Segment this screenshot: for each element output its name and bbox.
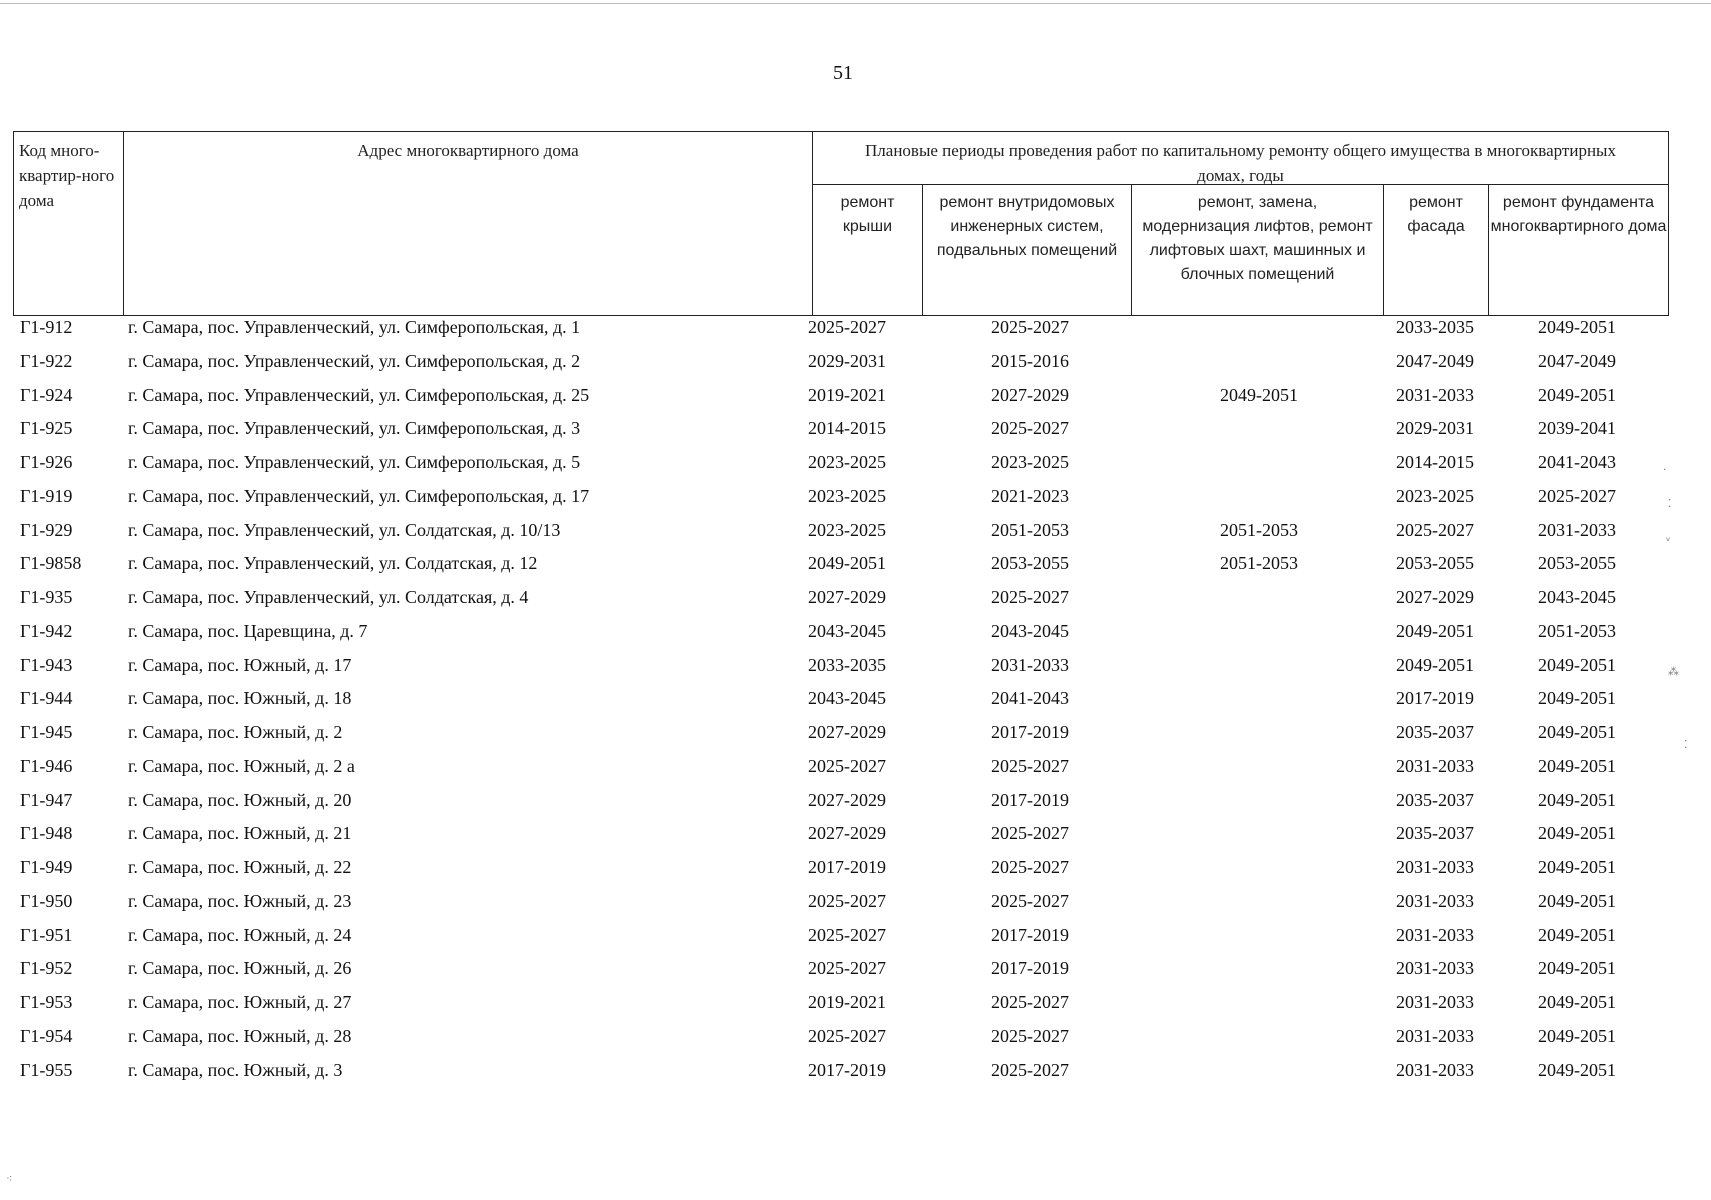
cell-address: г. Самара, пос. Южный, д. 20 bbox=[128, 789, 352, 810]
cell-roof: 2025-2027 bbox=[808, 924, 886, 945]
cell-address: г. Самара, пос. Южный, д. 27 bbox=[128, 992, 352, 1012]
header-address: Адрес многоквартирного дома bbox=[123, 131, 813, 316]
cell-foundation: 2049-2051 bbox=[1538, 789, 1616, 810]
table-row bbox=[0, 582, 1711, 616]
cell-roof: 2025-2027 bbox=[808, 1025, 886, 1046]
cell-foundation: 2049-2051 bbox=[1538, 823, 1616, 844]
cell-foundation: 2051-2053 bbox=[1538, 620, 1616, 641]
cell-roof: 2019-2021 bbox=[808, 384, 886, 405]
cell-code: Г1-919 bbox=[20, 485, 73, 506]
cell-facade: 2031-2033 bbox=[1396, 958, 1474, 979]
cell-engineering: 2053-2055 bbox=[991, 553, 1069, 574]
scan-artifact: · bbox=[1663, 463, 1667, 476]
cell-roof: 2033-2035 bbox=[808, 654, 886, 675]
cell-roof: 2023-2025 bbox=[808, 485, 886, 506]
cell-foundation: 2049-2051 bbox=[1538, 958, 1616, 979]
scan-top-edge bbox=[0, 3, 1711, 4]
header-code: Код много-квартир-ного дома bbox=[13, 131, 124, 316]
cell-code: Г1-929 bbox=[20, 519, 73, 540]
cell-code: Г1-922 bbox=[20, 350, 73, 371]
cell-engineering: 2025-2027 bbox=[991, 992, 1069, 1012]
cell-roof: 2017-2019 bbox=[808, 857, 886, 877]
header-lifts: ремонт, замена, модернизация лифтов, ремонт лифтовых шахт, машинных и блочных помещений bbox=[1131, 184, 1384, 316]
scan-artifact: ⁚ bbox=[1684, 738, 1688, 751]
cell-foundation: 2049-2051 bbox=[1538, 755, 1616, 776]
cell-facade: 2035-2037 bbox=[1396, 789, 1474, 810]
cell-code: Г1-9858 bbox=[20, 553, 82, 574]
cell-facade: 2035-2037 bbox=[1396, 722, 1474, 742]
cell-code: Г1-947 bbox=[20, 789, 73, 810]
cell-facade: 2035-2037 bbox=[1396, 823, 1474, 844]
cell-foundation: 2025-2027 bbox=[1538, 485, 1616, 506]
cell-roof: 2025-2027 bbox=[808, 958, 886, 979]
cell-address: г. Самара, пос. Управленческий, ул. Симферопольская, д. 2 bbox=[128, 350, 581, 371]
cell-foundation: 2039-2041 bbox=[1538, 418, 1616, 439]
header-engineering: ремонт внутридомовых инженерных систем, подвальных помещений bbox=[922, 184, 1132, 316]
table-row bbox=[0, 515, 1711, 549]
cell-foundation: 2047-2049 bbox=[1538, 350, 1616, 371]
cell-code: Г1-944 bbox=[20, 688, 73, 709]
cell-foundation: 2049-2051 bbox=[1538, 1025, 1616, 1046]
cell-engineering: 2017-2019 bbox=[991, 924, 1069, 945]
cell-roof: 2023-2025 bbox=[808, 519, 886, 540]
table-row bbox=[0, 650, 1711, 684]
cell-foundation: 2049-2051 bbox=[1538, 992, 1616, 1012]
cell-facade: 2017-2019 bbox=[1396, 688, 1474, 709]
table-row bbox=[0, 346, 1711, 380]
scan-artifact: ⁖ bbox=[6, 1172, 13, 1185]
cell-roof: 2019-2021 bbox=[808, 992, 886, 1012]
table-row bbox=[0, 953, 1711, 987]
cell-roof: 2027-2029 bbox=[808, 789, 886, 810]
cell-engineering: 2025-2027 bbox=[991, 755, 1069, 776]
cell-roof: 2027-2029 bbox=[808, 722, 886, 742]
table-row bbox=[0, 380, 1711, 414]
cell-facade: 2014-2015 bbox=[1396, 452, 1474, 472]
cell-address: г. Самара, пос. Южный, д. 2 bbox=[128, 722, 343, 742]
cell-foundation: 2049-2051 bbox=[1538, 890, 1616, 911]
cell-roof: 2025-2027 bbox=[808, 755, 886, 776]
cell-foundation: 2049-2051 bbox=[1538, 317, 1616, 337]
cell-address: г. Самара, пос. Южный, д. 2 а bbox=[128, 755, 355, 776]
cell-foundation: 2049-2051 bbox=[1538, 384, 1616, 405]
cell-foundation: 2043-2045 bbox=[1538, 587, 1616, 607]
cell-engineering: 2031-2033 bbox=[991, 654, 1069, 675]
cell-address: г. Самара, пос. Управленческий, ул. Солдатская, д. 12 bbox=[128, 553, 538, 574]
cell-engineering: 2015-2016 bbox=[991, 350, 1069, 371]
table-row bbox=[0, 683, 1711, 717]
cell-engineering: 2025-2027 bbox=[991, 823, 1069, 844]
cell-foundation: 2041-2043 bbox=[1538, 452, 1616, 472]
cell-engineering: 2027-2029 bbox=[991, 384, 1069, 405]
table-row bbox=[0, 751, 1711, 785]
scan-artifact: ᵥ bbox=[1666, 531, 1671, 544]
cell-lifts: 2051-2053 bbox=[1220, 519, 1298, 540]
cell-facade: 2033-2035 bbox=[1396, 317, 1474, 337]
cell-roof: 2017-2019 bbox=[808, 1059, 886, 1080]
cell-engineering: 2025-2027 bbox=[991, 1025, 1069, 1046]
cell-engineering: 2017-2019 bbox=[991, 722, 1069, 742]
scan-artifact: ⁂ bbox=[1668, 665, 1679, 678]
cell-address: г. Самара, пос. Управленческий, ул. Солдатская, д. 4 bbox=[128, 587, 529, 607]
cell-engineering: 2051-2053 bbox=[991, 519, 1069, 540]
cell-engineering: 2025-2027 bbox=[991, 1059, 1069, 1080]
cell-lifts: 2051-2053 bbox=[1220, 553, 1298, 574]
table-row bbox=[0, 717, 1711, 751]
table-row bbox=[0, 1021, 1711, 1055]
cell-code: Г1-924 bbox=[20, 384, 73, 405]
cell-facade: 2029-2031 bbox=[1396, 418, 1474, 439]
scan-artifact: ⁚ bbox=[1668, 497, 1672, 510]
cell-foundation: 2049-2051 bbox=[1538, 924, 1616, 945]
cell-code: Г1-925 bbox=[20, 418, 73, 439]
table-row bbox=[0, 987, 1711, 1021]
cell-facade: 2031-2033 bbox=[1396, 1025, 1474, 1046]
cell-roof: 2043-2045 bbox=[808, 620, 886, 641]
cell-code: Г1-949 bbox=[20, 857, 73, 877]
cell-address: г. Самара, пос. Южный, д. 22 bbox=[128, 857, 352, 877]
cell-code: Г1-953 bbox=[20, 992, 73, 1012]
cell-address: г. Самара, пос. Управленческий, ул. Симферопольская, д. 17 bbox=[128, 485, 590, 506]
cell-code: Г1-926 bbox=[20, 452, 73, 472]
cell-address: г. Самара, пос. Царевщина, д. 7 bbox=[128, 620, 368, 641]
cell-facade: 2031-2033 bbox=[1396, 857, 1474, 877]
cell-engineering: 2023-2025 bbox=[991, 452, 1069, 472]
cell-engineering: 2041-2043 bbox=[991, 688, 1069, 709]
cell-roof: 2049-2051 bbox=[808, 553, 886, 574]
cell-code: Г1-946 bbox=[20, 755, 73, 776]
cell-engineering: 2017-2019 bbox=[991, 789, 1069, 810]
header-roof: ремонт крыши bbox=[812, 184, 923, 316]
cell-address: г. Самара, пос. Управленческий, ул. Симферопольская, д. 25 bbox=[128, 384, 590, 405]
cell-facade: 2031-2033 bbox=[1396, 384, 1474, 405]
cell-facade: 2023-2025 bbox=[1396, 485, 1474, 506]
cell-code: Г1-943 bbox=[20, 654, 73, 675]
cell-foundation: 2053-2055 bbox=[1538, 553, 1616, 574]
table-row bbox=[0, 852, 1711, 886]
table-row bbox=[0, 616, 1711, 650]
table-row bbox=[0, 413, 1711, 447]
cell-foundation: 2031-2033 bbox=[1538, 519, 1616, 540]
cell-roof: 2027-2029 bbox=[808, 823, 886, 844]
table-row bbox=[0, 920, 1711, 954]
cell-facade: 2031-2033 bbox=[1396, 992, 1474, 1012]
table-row bbox=[0, 312, 1711, 346]
cell-address: г. Самара, пос. Южный, д. 23 bbox=[128, 890, 352, 911]
cell-facade: 2031-2033 bbox=[1396, 1059, 1474, 1080]
table-row bbox=[0, 886, 1711, 920]
cell-engineering: 2025-2027 bbox=[991, 317, 1069, 337]
cell-address: г. Самара, пос. Южный, д. 18 bbox=[128, 688, 352, 709]
cell-facade: 2049-2051 bbox=[1396, 654, 1474, 675]
cell-facade: 2053-2055 bbox=[1396, 553, 1474, 574]
cell-engineering: 2043-2045 bbox=[991, 620, 1069, 641]
cell-foundation: 2049-2051 bbox=[1538, 654, 1616, 675]
cell-code: Г1-954 bbox=[20, 1025, 73, 1046]
cell-foundation: 2049-2051 bbox=[1538, 688, 1616, 709]
cell-facade: 2049-2051 bbox=[1396, 620, 1474, 641]
cell-engineering: 2025-2027 bbox=[991, 587, 1069, 607]
cell-code: Г1-951 bbox=[20, 924, 73, 945]
cell-address: г. Самара, пос. Управленческий, ул. Симферопольская, д. 1 bbox=[128, 317, 581, 337]
page-number: 51 bbox=[833, 62, 853, 84]
cell-engineering: 2017-2019 bbox=[991, 958, 1069, 979]
header-facade: ремонт фасада bbox=[1383, 184, 1489, 316]
cell-address: г. Самара, пос. Управленческий, ул. Симферопольская, д. 5 bbox=[128, 452, 581, 472]
cell-lifts: 2049-2051 bbox=[1220, 384, 1298, 405]
cell-code: Г1-948 bbox=[20, 823, 73, 844]
cell-engineering: 2021-2023 bbox=[991, 485, 1069, 506]
cell-address: г. Самара, пос. Южный, д. 28 bbox=[128, 1025, 352, 1046]
cell-code: Г1-952 bbox=[20, 958, 73, 979]
cell-code: Г1-912 bbox=[20, 317, 73, 337]
cell-code: Г1-942 bbox=[20, 620, 73, 641]
cell-roof: 2023-2025 bbox=[808, 452, 886, 472]
table-row bbox=[0, 548, 1711, 582]
cell-code: Г1-935 bbox=[20, 587, 73, 607]
cell-engineering: 2025-2027 bbox=[991, 890, 1069, 911]
cell-foundation: 2049-2051 bbox=[1538, 857, 1616, 877]
cell-facade: 2031-2033 bbox=[1396, 924, 1474, 945]
cell-code: Г1-950 bbox=[20, 890, 73, 911]
cell-roof: 2027-2029 bbox=[808, 587, 886, 607]
table-row bbox=[0, 1055, 1711, 1089]
table-row bbox=[0, 447, 1711, 481]
cell-code: Г1-955 bbox=[20, 1059, 73, 1080]
header-foundation: ремонт фундамента многоквартирного дома bbox=[1488, 184, 1669, 316]
cell-roof: 2014-2015 bbox=[808, 418, 886, 439]
cell-facade: 2031-2033 bbox=[1396, 890, 1474, 911]
cell-facade: 2025-2027 bbox=[1396, 519, 1474, 540]
cell-code: Г1-945 bbox=[20, 722, 73, 742]
cell-address: г. Самара, пос. Южный, д. 26 bbox=[128, 958, 352, 979]
cell-facade: 2027-2029 bbox=[1396, 587, 1474, 607]
table-row bbox=[0, 785, 1711, 819]
cell-roof: 2025-2027 bbox=[808, 317, 886, 337]
header-periods: Плановые периоды проведения работ по капитальному ремонту общего имущества в многоквартирных домах, годы bbox=[812, 131, 1669, 185]
cell-address: г. Самара, пос. Южный, д. 21 bbox=[128, 823, 352, 844]
cell-foundation: 2049-2051 bbox=[1538, 722, 1616, 742]
table-row bbox=[0, 481, 1711, 515]
cell-address: г. Самара, пос. Южный, д. 17 bbox=[128, 654, 352, 675]
cell-address: г. Самара, пос. Южный, д. 24 bbox=[128, 924, 352, 945]
cell-roof: 2029-2031 bbox=[808, 350, 886, 371]
cell-roof: 2025-2027 bbox=[808, 890, 886, 911]
cell-engineering: 2025-2027 bbox=[991, 857, 1069, 877]
cell-address: г. Самара, пос. Управленческий, ул. Симферопольская, д. 3 bbox=[128, 418, 581, 439]
cell-roof: 2043-2045 bbox=[808, 688, 886, 709]
table-row bbox=[0, 818, 1711, 852]
cell-facade: 2031-2033 bbox=[1396, 755, 1474, 776]
cell-engineering: 2025-2027 bbox=[991, 418, 1069, 439]
cell-address: г. Самара, пос. Южный, д. 3 bbox=[128, 1059, 343, 1080]
cell-foundation: 2049-2051 bbox=[1538, 1059, 1616, 1080]
cell-facade: 2047-2049 bbox=[1396, 350, 1474, 371]
cell-address: г. Самара, пос. Управленческий, ул. Солдатская, д. 10/13 bbox=[128, 519, 561, 540]
